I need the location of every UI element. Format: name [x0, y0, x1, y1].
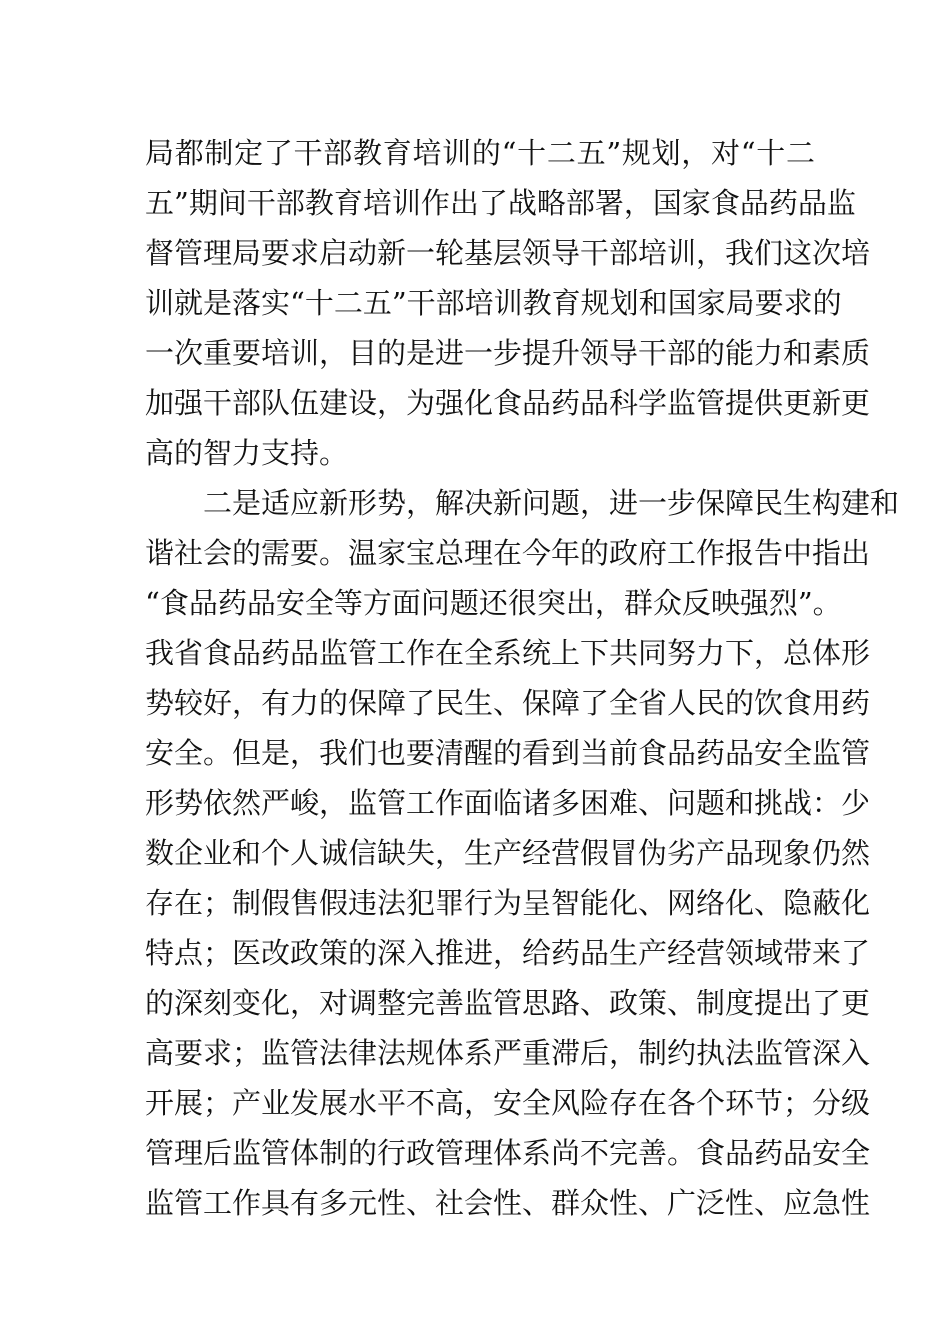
text-line: 管理后监管体制的行政管理体系尚不完善。食品药品安全 [145, 1136, 871, 1170]
text-line: 监管工作具有多元性、社会性、群众性、广泛性、应急性 [145, 1186, 871, 1220]
text-line: “食品药品安全等方面问题还很突出，群众反映强烈”。 [145, 586, 842, 620]
text-line: 存在；制假售假违法犯罪行为呈智能化、网络化、隐蔽化 [145, 886, 871, 920]
text-line: 局都制定了干部教育培训的“十二五”规划，对“十二 [145, 136, 815, 170]
text-line: 谐社会的需要。温家宝总理在今年的政府工作报告中指出 [145, 536, 871, 570]
paragraph-1 [145, 128, 871, 478]
text-line: 数企业和个人诚信缺失，生产经营假冒伪劣产品现象仍然 [145, 836, 871, 870]
paragraph-2 [145, 478, 900, 1278]
text-line: 开展；产业发展水平不高，安全风险存在各个环节；分级 [145, 1086, 871, 1120]
body-text [145, 128, 900, 1278]
text-line: 势较好，有力的保障了民生、保障了全省人民的饮食用药 [145, 686, 871, 720]
text-line: 高的智力支持。 [145, 436, 349, 470]
text-line: 督管理局要求启动新一轮基层领导干部培训，我们这次培 [145, 236, 871, 270]
text-line: 我省食品药品监管工作在全系统上下共同努力下，总体形 [145, 636, 871, 670]
text-line: 特点；医改政策的深入推进，给药品生产经营领域带来了 [145, 936, 871, 970]
text-line [145, 1228, 815, 1278]
text-line: 五”期间干部教育培训作出了战略部署，国家食品药品监 [145, 186, 856, 220]
text-line: 训就是落实“十二五”干部培训教育规划和国家局要求的 [145, 286, 842, 320]
text-line: 形势依然严峻，监管工作面临诸多困难、问题和挑战：少 [145, 786, 871, 820]
text-line: 二是适应新形势，解决新问题，进一步保障民生构建和 [203, 486, 900, 520]
text-line: 安全。但是，我们也要清醒的看到当前食品药品安全监管 [145, 736, 871, 770]
text-line: 加强干部队伍建设，为强化食品药品科学监管提供更新更 [145, 386, 871, 420]
text-line: 一次重要培训，目的是进一步提升领导干部的能力和素质 [145, 336, 871, 370]
text-line: 的深刻变化，对调整完善监管思路、政策、制度提出了更 [145, 986, 871, 1020]
text-line: 高要求；监管法律法规体系严重滞后，制约执法监管深入 [145, 1036, 871, 1070]
